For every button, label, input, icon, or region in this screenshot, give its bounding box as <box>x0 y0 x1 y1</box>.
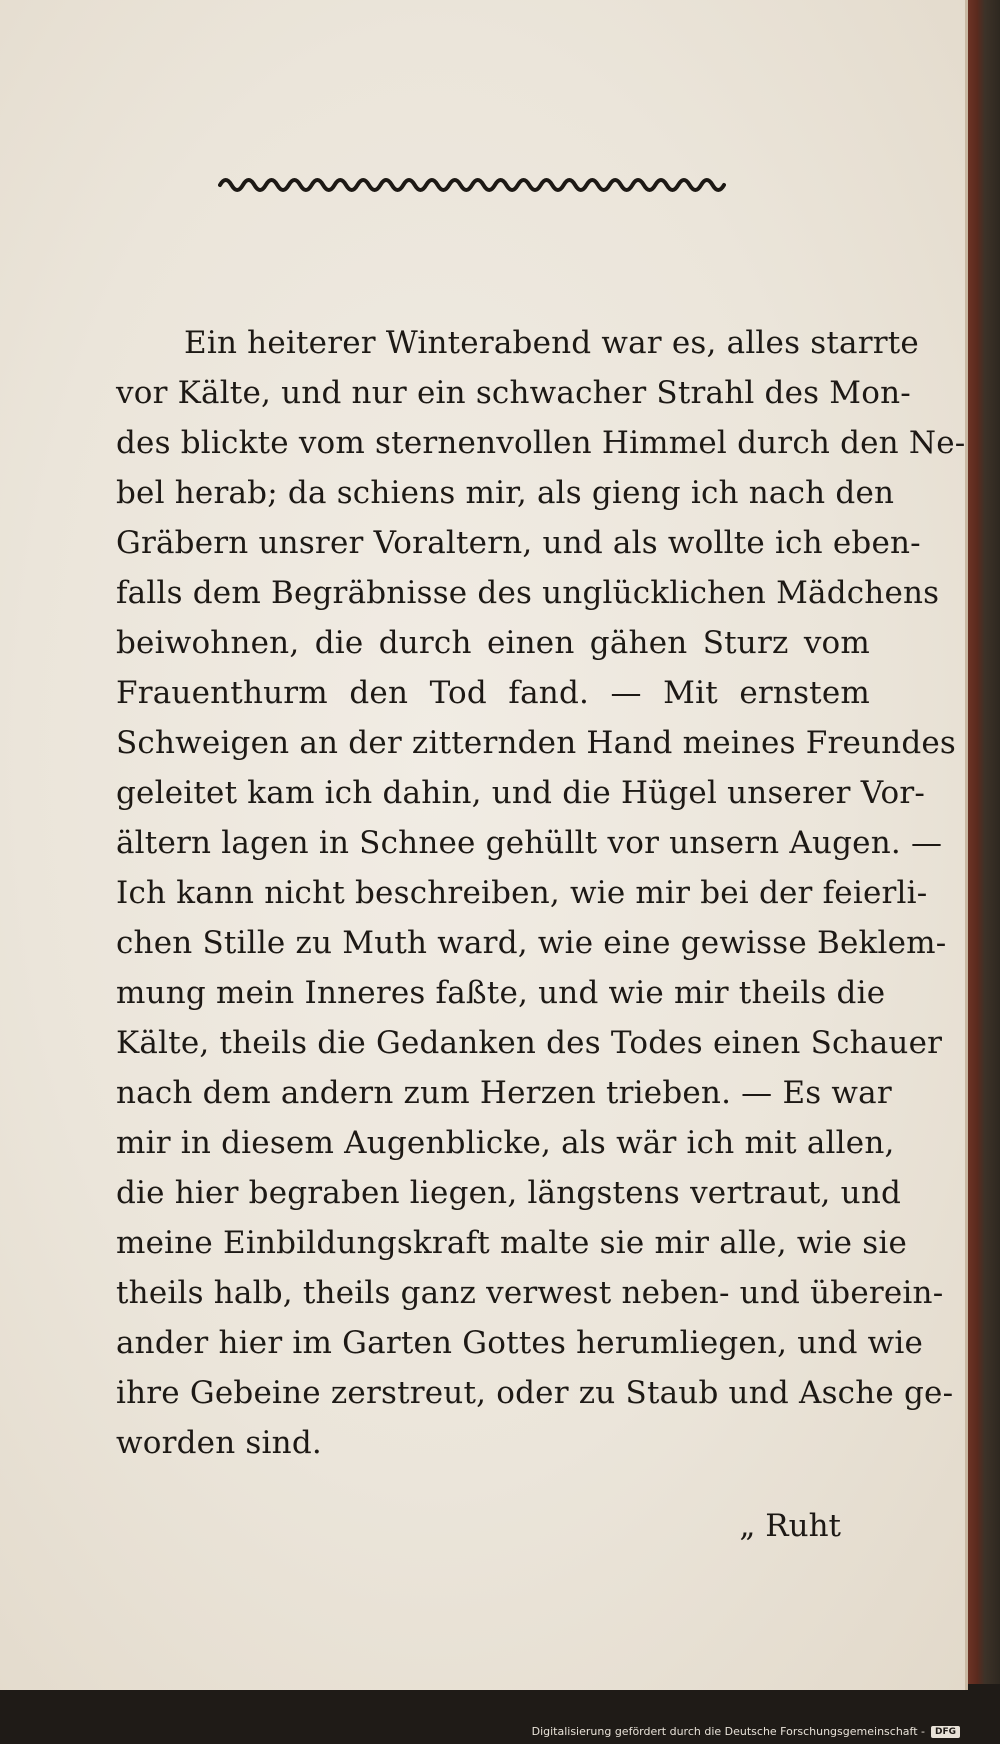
body-text <box>116 318 966 1468</box>
text-line: theils halb, theils ganz verwest neben- und überein- <box>116 1275 944 1311</box>
catchword: „ Ruht <box>739 1508 841 1544</box>
text-line: geleitet kam ich dahin, und die Hügel unserer Vor- <box>116 775 926 811</box>
dfg-logo: DFG <box>931 1726 960 1738</box>
text-line: nach dem andern zum Herzen trieben. — Es war <box>116 1075 892 1111</box>
text-line: Schweigen an der zitternden Hand meines Freundes <box>116 725 957 761</box>
wavy-rule-ornament-icon <box>218 172 726 198</box>
text-line: Ich kann nicht beschreiben, wie mir bei der feierli- <box>116 875 928 911</box>
text-line: die hier begraben liegen, längstens vertraut, und <box>116 1175 902 1211</box>
text-line: Gräbern unsrer Voraltern, und als wollte ich eben- <box>116 525 921 561</box>
digitization-credit <box>532 1725 960 1738</box>
text-line: des blickte vom sternenvollen Himmel durch den Ne- <box>116 425 966 461</box>
text-line: chen Stille zu Muth ward, wie eine gewisse Beklem- <box>116 925 947 961</box>
text-line: ihre Gebeine zerstreut, oder zu Staub und Asche ge- <box>116 1375 954 1411</box>
text-line: beiwohnen, die durch einen gähen Sturz vom <box>116 625 870 661</box>
text-line: falls dem Begräbnisse des unglücklichen Mädchens <box>116 575 940 611</box>
text-line: meine Einbildungskraft malte sie mir alle, wie sie <box>116 1225 908 1261</box>
credit-text: Digitalisierung gefördert durch die Deutsche Forschungsgemeinschaft - <box>531 1725 925 1738</box>
text-line: mung mein Inneres faßte, und wie mir theils die <box>116 975 886 1011</box>
text-line: mir in diesem Augenblicke, als wär ich mit allen, <box>116 1125 895 1161</box>
text-line: worden sind. <box>116 1425 322 1461</box>
text-line: bel herab; da schiens mir, als gieng ich nach den <box>116 475 895 511</box>
text-line: ältern lagen in Schnee gehüllt vor unsern Augen. — <box>116 825 943 861</box>
text-line: Ein heiterer Winterabend war es, alles starrte <box>184 325 919 361</box>
text-line: ander hier im Garten Gottes herumliegen, und wie <box>116 1325 924 1361</box>
text-line: Kälte, theils die Gedanken des Todes einen Schauer <box>116 1025 943 1061</box>
text-line: Frauenthurm den Tod fand. — Mit ernstem <box>116 675 870 711</box>
text-line: vor Kälte, und nur ein schwacher Strahl des Mon- <box>116 375 911 411</box>
